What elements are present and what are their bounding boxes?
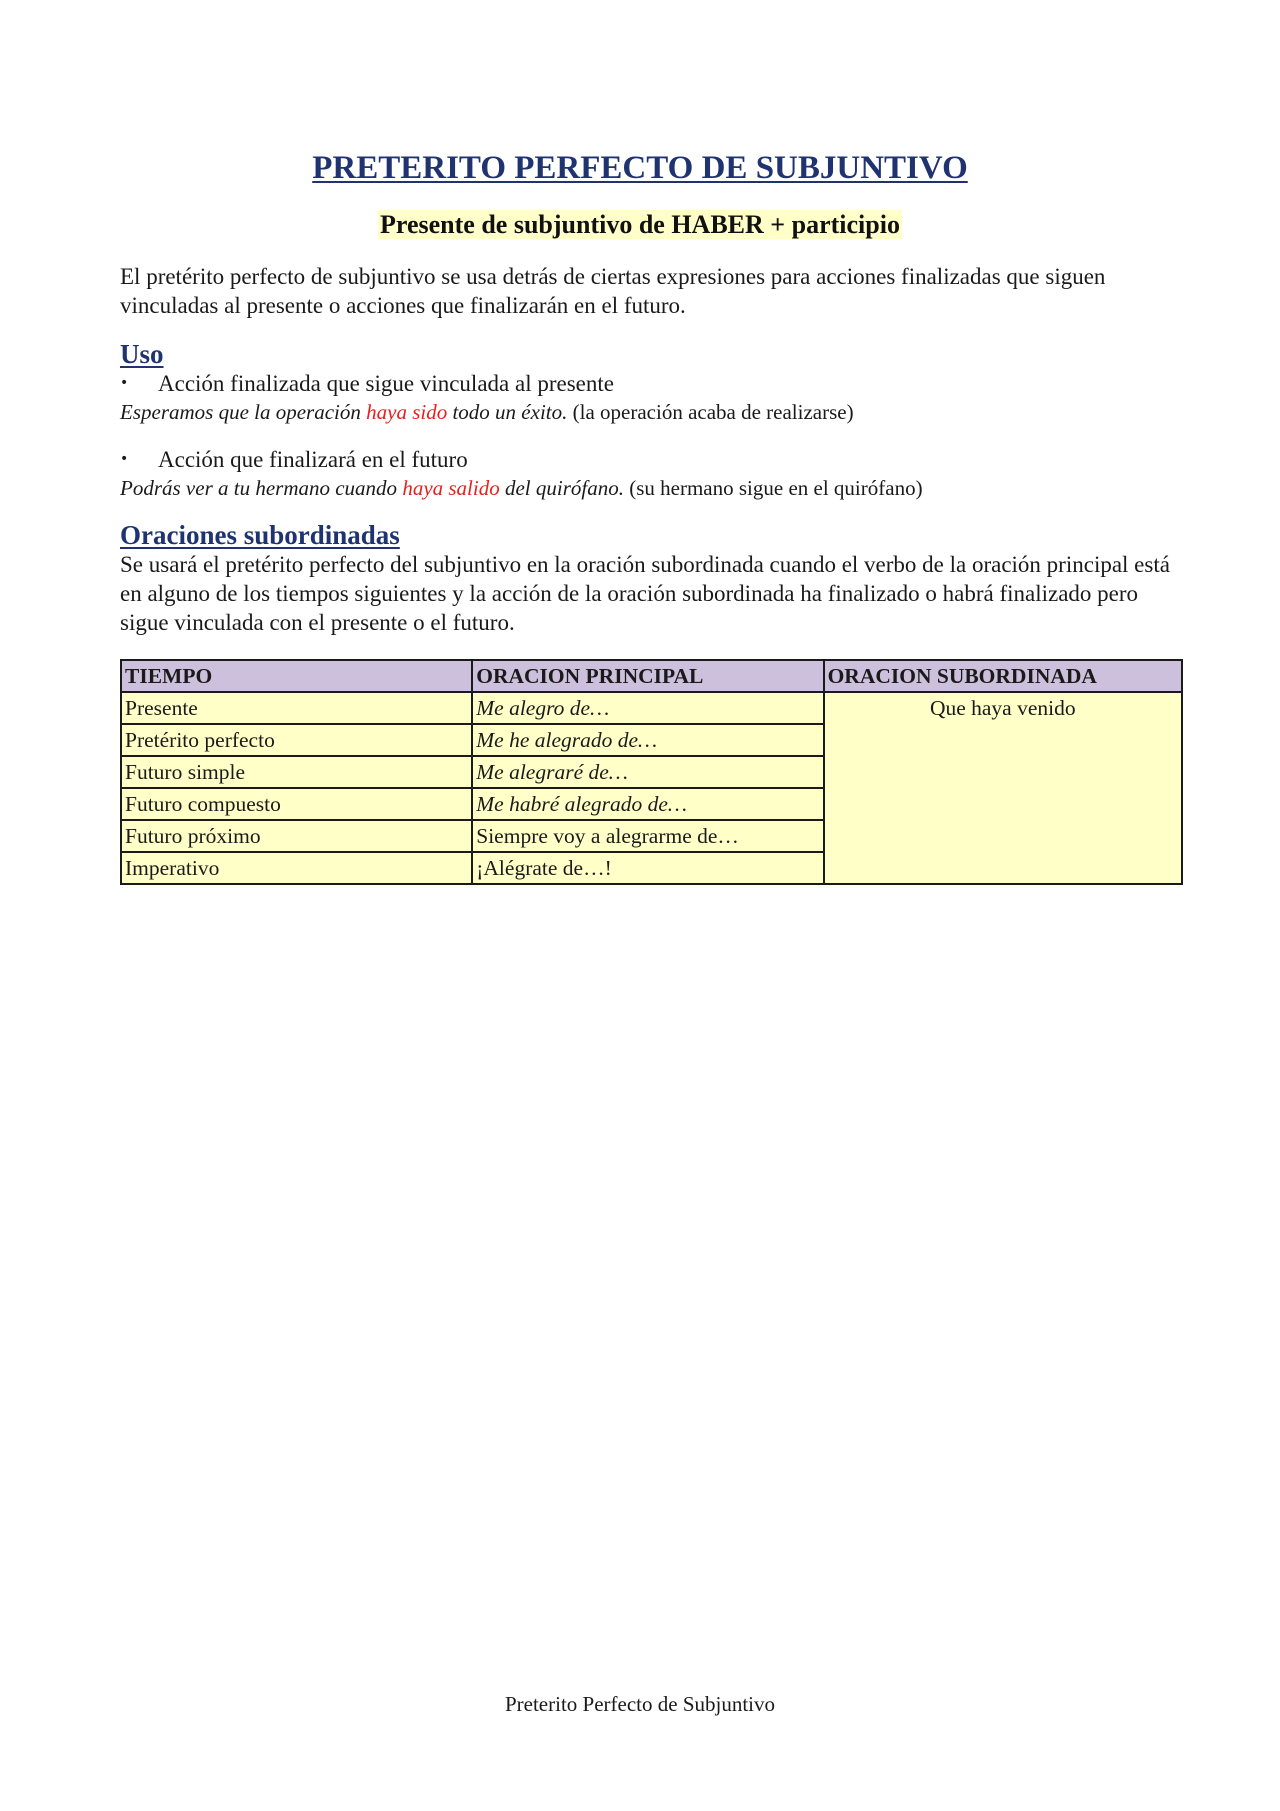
tiempo-cell: Futuro próximo (121, 820, 472, 852)
column-header-tiempo: TIEMPO (121, 660, 472, 692)
table-row (121, 692, 1182, 724)
tiempo-cell: Futuro compuesto (121, 788, 472, 820)
principal-cell: ¡Alégrate de…! (472, 852, 823, 884)
page-title: PRETERITO PERFECTO DE SUBJUNTIVO (312, 150, 968, 186)
bullet-icon: • (120, 451, 129, 467)
example-note: (su hermano sigue en el quirófano) (623, 476, 923, 500)
uso-example-1 (120, 398, 1180, 427)
tiempo-cell: Imperativo (121, 852, 472, 884)
tiempo-cell: Presente (121, 692, 472, 724)
principal-cell: Me habré alegrado de… (472, 788, 823, 820)
uso-bullet-2 (120, 445, 1180, 474)
principal-cell: Siempre voy a alegrarme de… (472, 820, 823, 852)
example-text: Esperamos que la operación (120, 400, 367, 424)
subtitle: Presente de subjuntivo de HABER + participio (380, 210, 900, 239)
bullet-text: Acción finalizada que sigue vinculada al presente (158, 371, 614, 396)
uso-heading: Uso (120, 339, 164, 369)
subordinadas-paragraph: Se usará el pretérito perfecto del subjuntivo en la oración subordinada cuando el verbo de la oración principal está en alguno de los tiempos siguientes y la acción de la oración subordinada ha finalizado o habrá finalizado pero sigue vinculada con el presente o el futuro. (120, 552, 1170, 635)
subordinadas-heading: Oraciones subordinadas (120, 520, 400, 550)
intro-paragraph: El pretérito perfecto de subjuntivo se usa detrás de ciertas expresiones para acciones finalizadas que siguen vinculadas al presente o acciones que finalizarán en el futuro. (120, 264, 1106, 318)
table-header-row (121, 660, 1182, 692)
tiempo-cell: Futuro simple (121, 756, 472, 788)
bullet-icon: • (120, 375, 129, 391)
column-header-principal: ORACION PRINCIPAL (472, 660, 823, 692)
column-header-subordinada: ORACION SUBORDINADA (824, 660, 1182, 692)
uso-example-2 (120, 474, 1180, 503)
example-verb: haya sido (366, 400, 448, 424)
example-text: todo un éxito. (447, 400, 568, 424)
tenses-table (120, 659, 1183, 885)
example-text: Podrás ver a tu hermano cuando (120, 476, 403, 500)
tiempo-cell: Pretérito perfecto (121, 724, 472, 756)
subordinada-cell: Que haya venido (824, 692, 1182, 884)
example-note: (la operación acaba de realizarse) (567, 400, 854, 424)
principal-cell: Me alegro de… (472, 692, 823, 724)
principal-cell: Me alegraré de… (472, 756, 823, 788)
uso-bullet-1 (120, 369, 1180, 398)
example-text: del quirófano. (499, 476, 624, 500)
example-verb: haya salido (402, 476, 500, 500)
subtitle-container (0, 210, 1280, 240)
principal-cell: Me he alegrado de… (472, 724, 823, 756)
bullet-text: Acción que finalizará en el futuro (158, 447, 468, 472)
page-footer: Preterito Perfecto de Subjuntivo (504, 1692, 776, 1716)
document-body (120, 262, 1180, 885)
